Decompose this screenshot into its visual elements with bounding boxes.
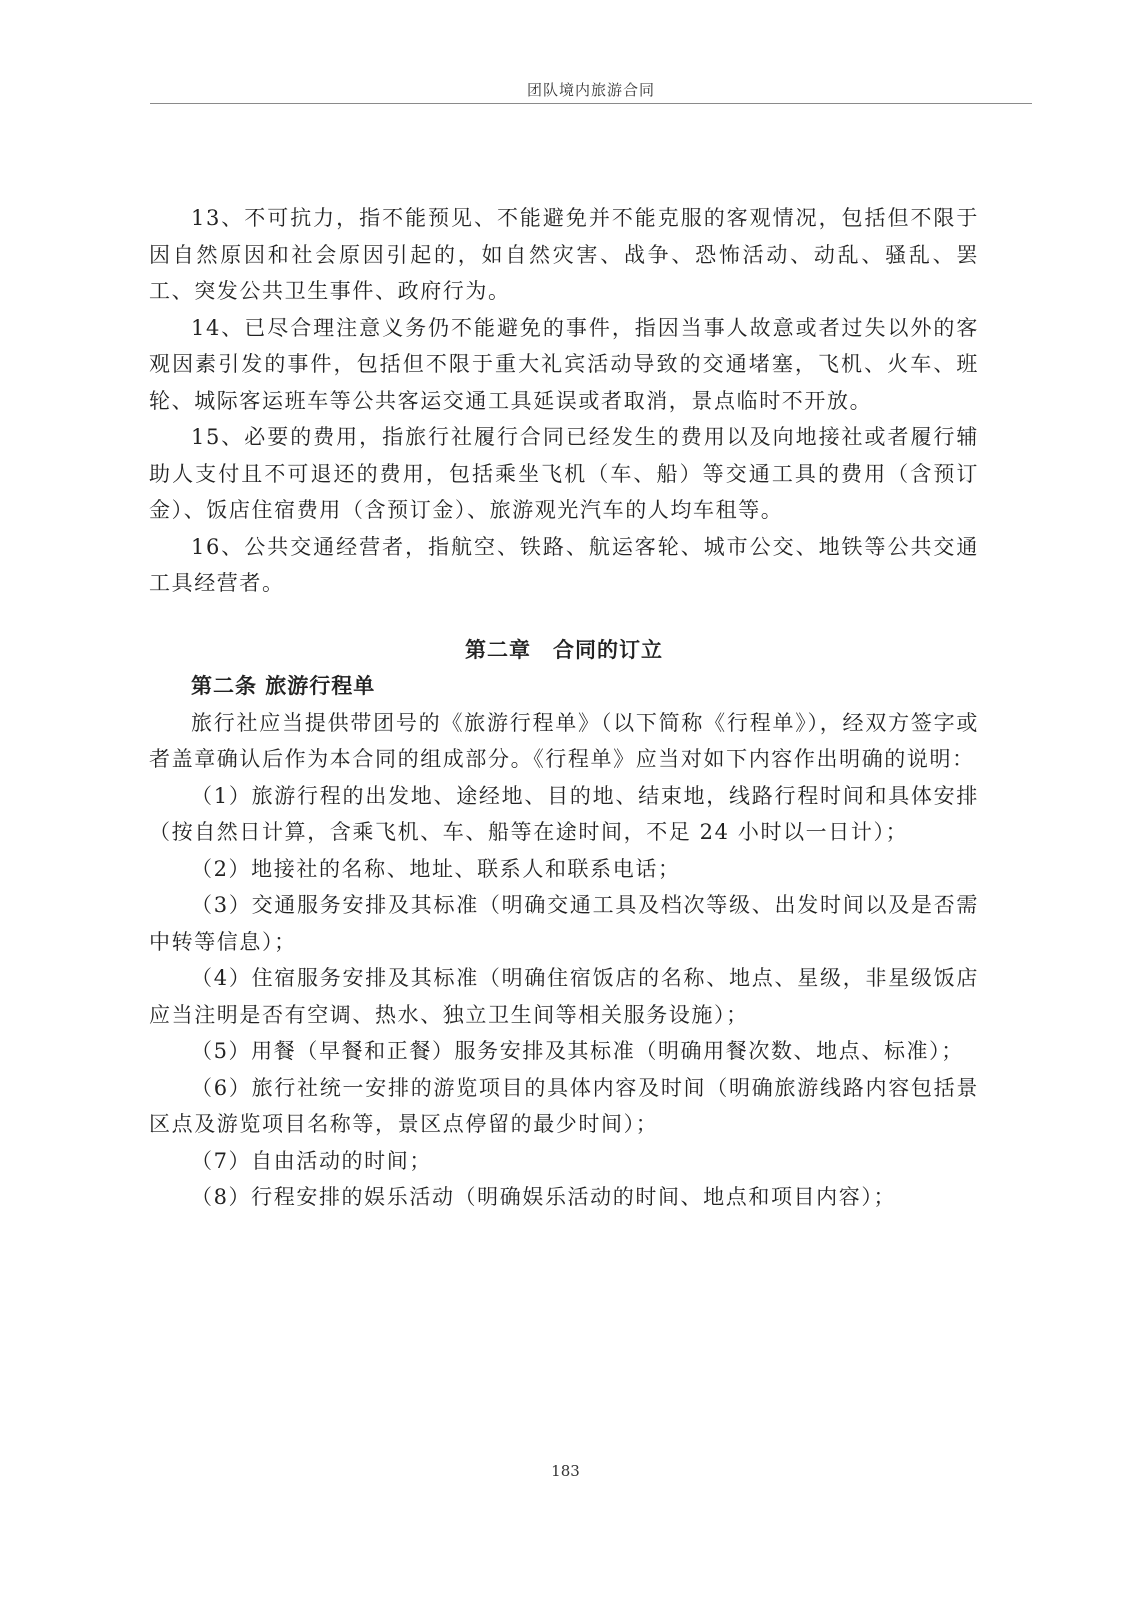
list-item-3: （3）交通服务安排及其标准（明确交通工具及档次等级、出发时间以及是否需中转等信息）； [149,893,979,954]
list-item-1: （1）旅游行程的出发地、途经地、目的地、结束地，线路行程时间和具体安排（按自然日计算，含乘飞机、车、船等在途时间，不足 24 小时以一日计）； [149,783,979,844]
chapter-title: 第二章 合同的订立 [465,637,663,662]
definition-16: 16、公共交通经营者，指航空、铁路、航运客轮、城市公交、地铁等公共交通工具经营者。 [149,534,979,595]
running-header: 团队境内旅游合同 [526,81,655,99]
header-rule [150,103,1032,104]
article-title: 第二条 旅游行程单 [191,674,376,698]
list-item-8: （8）行程安排的娱乐活动（明确娱乐活动的时间、地点和项目内容）； [191,1185,897,1209]
definition-15: 15、必要的费用，指旅行社履行合同已经发生的费用以及向地接社或者履行辅助人支付且不可退还的费用，包括乘坐飞机（车、船）等交通工具的费用（含预订金）、饭店住宿费用（含预订金）、旅游观光汽车的人均车租等。 [149,425,979,522]
list-item-7: （7）自由活动的时间； [191,1148,432,1173]
list-item-4: （4）住宿服务安排及其标准（明确住宿饭店的名称、地点、星级，非星级饭店应当注明是否有空调、热水、独立卫生间等相关服务设施）； [149,966,979,1027]
list-item-6: （6）旅行社统一安排的游览项目的具体内容及时间（明确旅游线路内容包括景区点及游览项目名称等，景区点停留的最少时间）； [149,1075,979,1136]
list-item-5: （5）用餐（早餐和正餐）服务安排及其标准（明确用餐次数、地点、标准）； [191,1039,964,1063]
list-item-2: （2）地接社的名称、地址、联系人和联系电话； [191,856,681,881]
definition-13: 13、不可抗力，指不能预见、不能避免并不能克服的客观情况，包括但不限于因自然原因和社会原因引起的，如自然灾害、战争、恐怖活动、动乱、骚乱、罢工、突发公共卫生事件、政府行为。 [149,206,979,303]
page-number: 183 [551,1462,580,1480]
article-intro: 旅行社应当提供带团号的《旅游行程单》（以下简称《行程单》），经双方签字或者盖章确认后作为本合同的组成部分。《行程单》应当对如下内容作出明确的说明： [149,710,979,771]
page-body [149,200,979,1216]
definition-14: 14、已尽合理注意义务仍不能避免的事件，指因当事人故意或者过失以外的客观因素引发的事件，包括但不限于重大礼宾活动导致的交通堵塞，飞机、火车、班轮、城际客运班车等公共客运交通工具延误或者取消，景点临时不开放。 [149,315,979,413]
